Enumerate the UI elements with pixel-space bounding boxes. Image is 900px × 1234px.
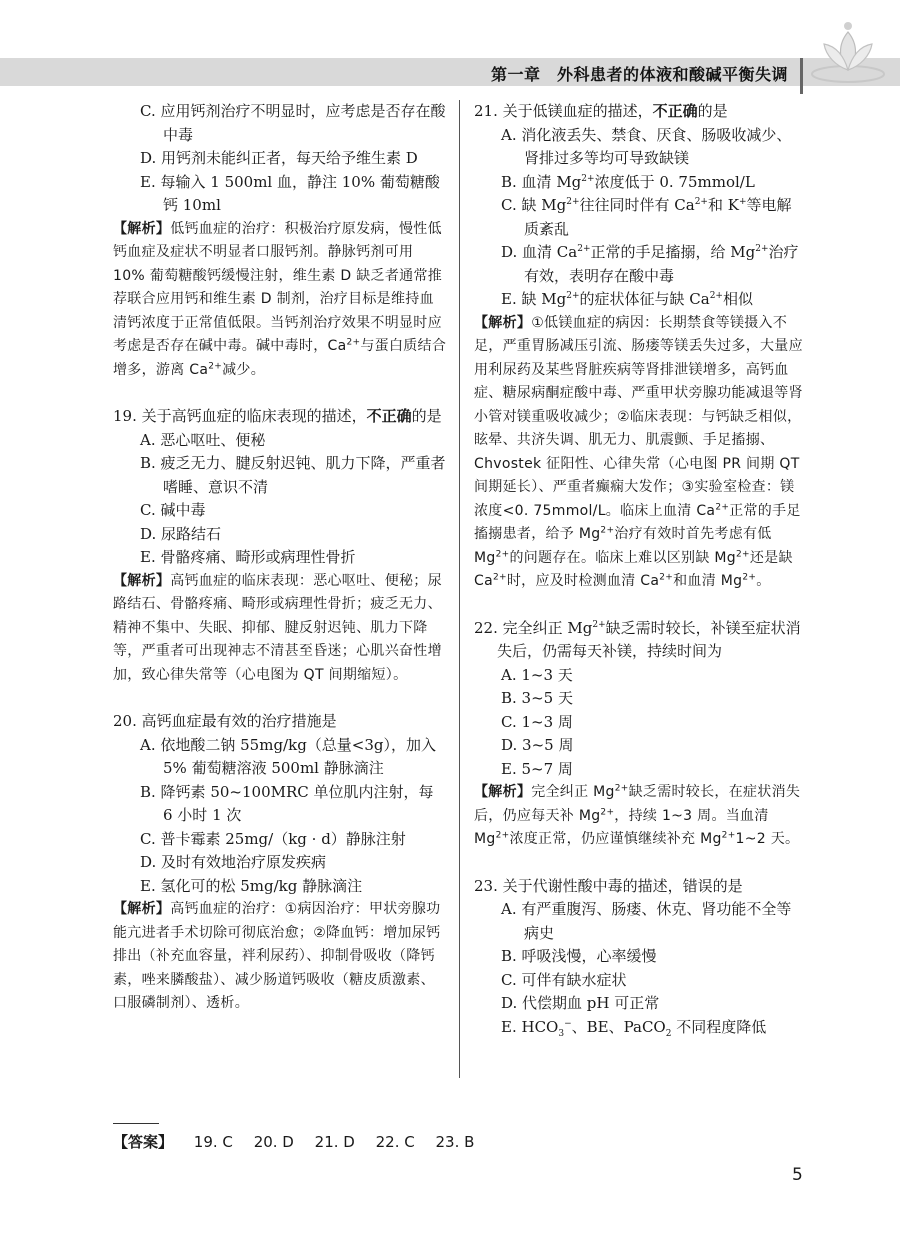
q19-option-c: C. 碱中毒 bbox=[140, 501, 206, 519]
column-divider bbox=[459, 100, 460, 1078]
lotus-logo-icon bbox=[808, 14, 888, 90]
q23-option-a: A. 有严重腹泻、肠瘘、休克、肾功能不全等病史 bbox=[501, 900, 792, 942]
q23-option-c: C. 可伴有缺水症状 bbox=[501, 970, 627, 989]
header-separator bbox=[800, 58, 803, 94]
q20-option-a: A. 依地酸二钠 55mg/kg（总量<3g），加入 5% 葡萄糖溶液 500ml 静脉滴注 bbox=[140, 735, 437, 777]
right-column bbox=[474, 100, 806, 1039]
q20-option-d: D. 及时有效地治疗原发疾病 bbox=[140, 853, 327, 871]
answer-item: 23. B bbox=[435, 1133, 475, 1151]
q22-option-c: C. 1~3 周 bbox=[501, 712, 573, 731]
q19-option-e: E. 骨骼疼痛、畸形或病理性骨折 bbox=[140, 548, 356, 566]
chapter-title: 第一章 外科患者的体液和酸碱平衡失调 bbox=[490, 65, 788, 84]
page-number: 5 bbox=[792, 1165, 803, 1185]
answer-item: 19. C bbox=[193, 1133, 233, 1151]
q23-option-d: D. 代偿期血 pH 可正常 bbox=[501, 994, 660, 1012]
q22-option-d: D. 3~5 周 bbox=[501, 736, 574, 754]
q21-analysis: 【解析】①低镁血症的病因：长期禁食等镁摄入不足，严重胃肠减压引流、肠瘘等镁丢失过多，大量应用利尿药及某些肾脏疾病等肾排泄镁增多，高钙血症、糖尿病酮症酸中毒、严重甲状旁腺功能减退等肾小管对镁重吸收减少；②临床表现：与钙缺乏相似，眩晕、共济失调、肌无力、肌震颤、手足搐搦、Chvostek 征阳性、心律失常（心电图 PR 间期 QT 间期延长）、严重者癫痫大发作；③实验室检查：镁浓度<0. 75mmol/L。临床上血清 $Ca^{2+}$正常的手足搐搦患者，给予 $Mg^{2+}$治疗有效时首先考虑有低 $Mg^{2+}$的问题存在。临床上难以区别缺 $Mg^{2+}$还是缺 $Ca^{2+}$时，应及时检测血清 $Ca^{2+}$和血清 $Mg^{2+}$。 bbox=[474, 314, 803, 589]
q22-option-b: B. 3~5 天 bbox=[501, 689, 573, 707]
q18-option-d: D. 用钙剂未能纠正者，每天给予维生素 D bbox=[140, 149, 418, 167]
q22-analysis: 【解析】完全纠正 $Mg^{2+}$缺乏需时较长，在症状消失后，仍应每天补 $Mg^{2+}$，持续 1~3 周。当血清 $Mg^{2+}$浓度正常，仍应谨慎继续补充 $Mg^{2+}1\sim 2$ 天。 bbox=[474, 783, 801, 847]
answer-item: 22. C bbox=[375, 1133, 415, 1151]
q21-option-a: A. 消化液丢失、禁食、厌食、肠吸收减少、肾排过多等均可导致缺镁 bbox=[501, 125, 792, 167]
q21-option-c: C. 缺 $Mg^{2+}$往往同时伴有 $Ca^{2+}$和 K+等电解质紊乱 bbox=[501, 196, 792, 238]
q19-option-d: D. 尿路结石 bbox=[140, 524, 222, 543]
q19-option-b: B. 疲乏无力、腱反射迟钝、肌力下降，严重者嗜睡、意识不清 bbox=[140, 454, 446, 496]
q19-analysis: 【解析】高钙血症的临床表现：恶心呕吐、便秘；尿路结石、骨骼疼痛、畸形或病理性骨折；疲乏无力、精神不集中、失眠、抑郁、腱反射迟钝、肌力下降等，严重者可出现神志不清甚至昏迷；心肌兴奋性增加，致心律失常等（心电图为 QT 间期缩短）。 bbox=[113, 572, 442, 683]
q19-stem: 19. 关于高钙血症的临床表现的描述，不正确的是 bbox=[113, 407, 442, 425]
q20-option-b: B. 降钙素 50~100MRC 单位肌内注射，每 6 小时 1 次 bbox=[140, 782, 434, 824]
q23-option-e: E. $HCO_3^-$、BE、PaCO$_2$ 不同程度降低 bbox=[501, 1017, 767, 1039]
answer-key bbox=[113, 1131, 490, 1152]
q20-stem: 20. 高钙血症最有效的治疗措施是 bbox=[113, 712, 337, 730]
q21-stem: 21. 关于低镁血症的描述，不正确的是 bbox=[474, 102, 728, 120]
q20-analysis: 【解析】高钙血症的治疗：①病因治疗：甲状旁腺功能亢进者手术切除可彻底治愈；②降血钙：增加尿钙排出（补充血容量，袢利尿药）、抑制骨吸收（降钙素，唑来膦酸盐）、减少肠道钙吸收（糖皮质激素、口服磷制剂）、透析。 bbox=[113, 901, 441, 1011]
answer-label: 【答案】 bbox=[113, 1133, 174, 1151]
q23-stem: 23. 关于代谢性酸中毒的描述，错误的是 bbox=[474, 876, 743, 895]
q21-option-e: E. 缺 $Mg^{2+}$的症状体征与缺 $Ca^{2+}$相似 bbox=[501, 290, 753, 308]
q20-option-e: E. 氢化可的松 5mg/kg 静脉滴注 bbox=[140, 876, 363, 895]
footnote-rule bbox=[113, 1123, 159, 1124]
q22-option-e: E. 5~7 周 bbox=[501, 759, 573, 778]
q22-stem: 22. 完全纠正 $Mg^{2+}$缺乏需时较长，补镁至症状消失后，仍需每天补镁，持续时间为 bbox=[474, 618, 801, 660]
q22-option-a: A. 1~3 天 bbox=[501, 665, 573, 684]
q18-option-c: C. 应用钙剂治疗不明显时，应考虑是否存在酸中毒 bbox=[140, 102, 446, 144]
q20-option-c: C. 普卡霉素 25mg/（kg · d）静脉注射 bbox=[140, 829, 406, 848]
q18-analysis: 【解析】低钙血症的治疗：积极治疗原发病，慢性低钙血症及症状不明显者口服钙剂。静脉钙剂可用 10% 葡萄糖酸钙缓慢注射，维生素 D 缺乏者通常推荐联合应用钙和维生素 D 制剂，治疗目标是维持血清钙浓度于正常值低限。当钙剂治疗效果不明显时应考虑是否存在碱中毒。碱中毒时，$Ca^{2+}$与蛋白质结合增多，游离 $Ca^{2+}$减少。 bbox=[113, 220, 447, 378]
answer-item: 20. D bbox=[253, 1133, 294, 1151]
q21-option-b: B. 血清 $Mg^{2+}$浓度低于 0. 75mmol/L bbox=[501, 172, 755, 191]
q19-option-a: A. 恶心呕吐、便秘 bbox=[140, 430, 266, 449]
q21-option-d: D. 血清 $Ca^{2+}$正常的手足搐搦，给 $Mg^{2+}$治疗有效，表明存在酸中毒 bbox=[501, 243, 799, 285]
q18-option-e: E. 每输入 1 500ml 血，静注 10% 葡萄糖酸钙 10ml bbox=[140, 172, 440, 214]
q23-option-b: B. 呼吸浅慢，心率缓慢 bbox=[501, 947, 657, 965]
analysis-tag: 【解析】 bbox=[113, 220, 171, 237]
left-column bbox=[113, 100, 447, 1016]
answer-item: 21. D bbox=[314, 1133, 355, 1151]
